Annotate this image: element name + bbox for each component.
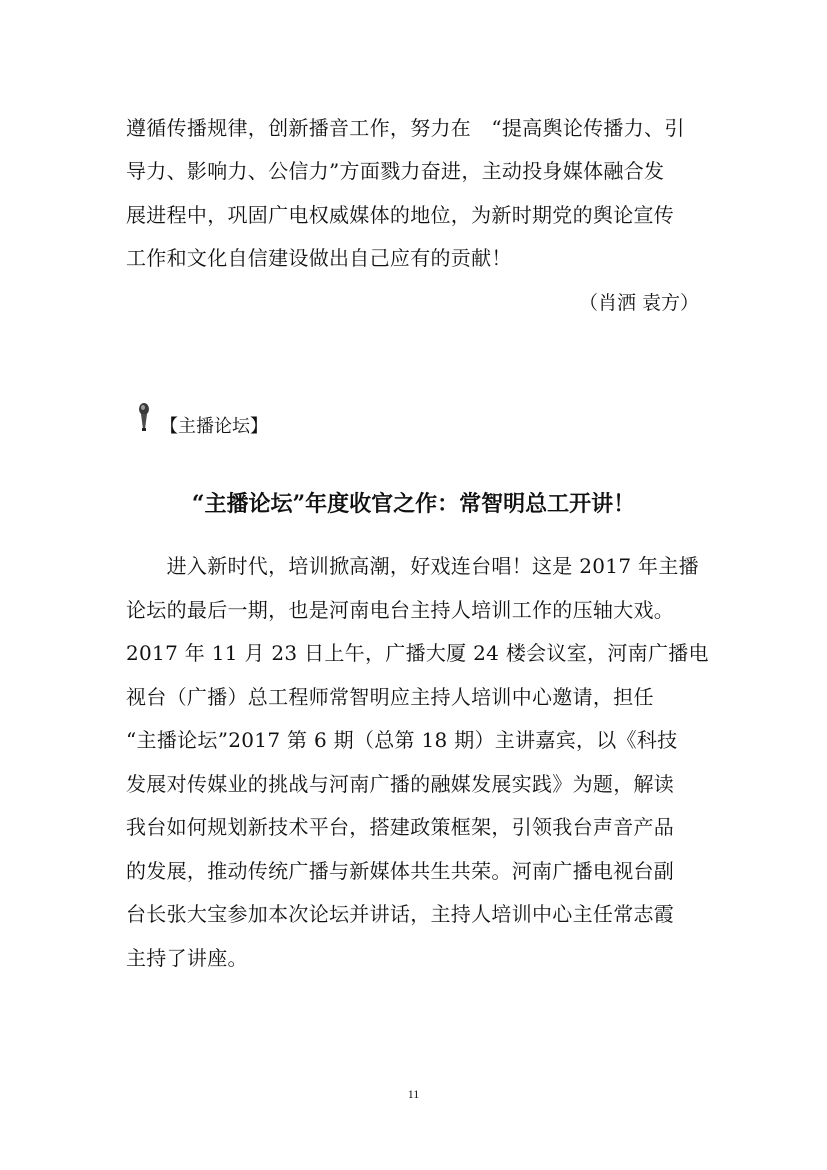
paragraph-line: 工作和文化自信建设做出自己应有的贡献！ xyxy=(126,246,512,270)
article-title: “主播论坛”年度收官之作：常智明总工开讲！ xyxy=(191,491,636,517)
article-line: 视台（广播）总工程师常智明应主持人培训中心邀请，担任 xyxy=(126,685,654,709)
paragraph-line: 遵循传播规律，创新播音工作，努力在 “提高舆论传播力、引 xyxy=(126,116,685,140)
section-label: 【主播论坛】 xyxy=(160,416,268,437)
paragraph-line: 导力、影响力、公信力”方面戮力奋进，主动投身媒体融合发 xyxy=(126,159,665,183)
article-line: 发展对传媒业的挑战与河南广播的融媒发展实践》为题，解读 xyxy=(126,772,675,796)
article-line: 的发展，推动传统广播与新媒体共生共荣。河南广播电视台副 xyxy=(126,859,675,883)
article-line: 我台如何规划新技术平台，搭建政策框架，引领我台声音产品 xyxy=(126,815,675,839)
author-credit: （肖洒 袁方） xyxy=(578,292,699,314)
article-line: 论坛的最后一期，也是河南电台主持人培训工作的压轴大戏。 xyxy=(126,598,675,622)
microphone-icon xyxy=(135,402,153,432)
article-line: 2017 年 11 月 23 日上午，广播大厦 24 楼会议室，河南广播电 xyxy=(126,641,709,665)
paragraph-line: 展进程中，巩固广电权威媒体的地位，为新时期党的舆论宣传 xyxy=(126,203,675,227)
article-line: 进入新时代，培训掀高潮，好戏连台唱！这是 2017 年主播 xyxy=(126,554,699,578)
article-line: 主持了讲座。 xyxy=(126,946,248,970)
article-line: “主播论坛”2017 第 6 期（总第 18 期）主讲嘉宾，以《科技 xyxy=(126,728,678,752)
article-line: 台长张大宝参加本次论坛并讲话，主持人培训中心主任常志霞 xyxy=(126,902,675,926)
page-number: 11 xyxy=(407,1087,420,1101)
